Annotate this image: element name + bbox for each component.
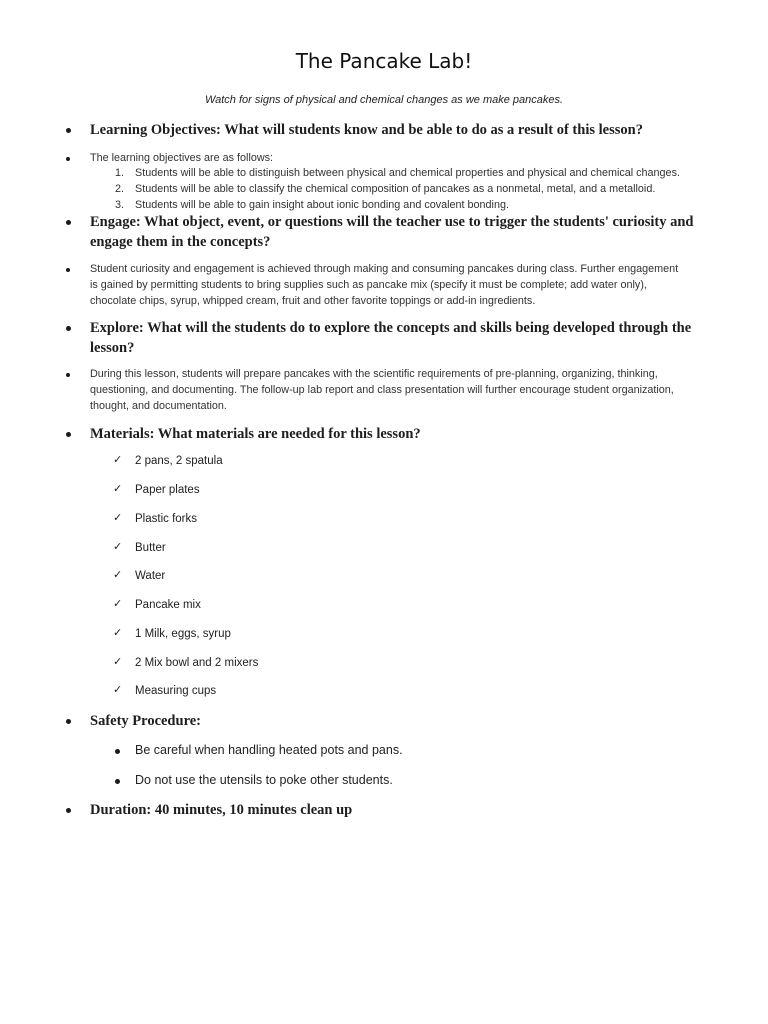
checkmark-icon: ✓ — [113, 453, 123, 466]
bullet-icon — [66, 220, 71, 225]
safety-heading: Safety Procedure: — [90, 713, 202, 729]
explore-heading-line: Explore: What will the students do to explore the concepts and skills being developed through the — [90, 320, 692, 336]
bullet-icon — [66, 432, 71, 437]
explore-heading-line: lesson? — [90, 340, 135, 356]
material-item: Measuring cups — [135, 685, 217, 697]
material-item: Paper plates — [135, 484, 200, 496]
engage-text-line: chocolate chips, syrup, whipped cream, fruit and other favorite toppings or add-in ingredients. — [90, 295, 536, 307]
learning-objectives-heading: Learning Objectives: What will students know and be able to do as a result of this lesson? — [90, 122, 643, 138]
objective-item: Students will be able to distinguish between physical and chemical properties and physical and chemical changes. — [135, 167, 680, 179]
bullet-icon — [115, 779, 120, 784]
checkmark-icon: ✓ — [113, 568, 123, 581]
list-number: 2. — [114, 183, 124, 195]
checkmark-icon: ✓ — [113, 597, 123, 610]
material-item: 1 Milk, eggs, syrup — [135, 628, 231, 640]
list-number: 1. — [114, 167, 124, 179]
material-item: Butter — [135, 542, 166, 554]
engage-text — [90, 261, 730, 309]
material-item: 2 pans, 2 spatula — [135, 455, 223, 467]
bullet-icon — [115, 749, 120, 754]
material-item: Pancake mix — [135, 599, 201, 611]
explore-text-line: thought, and documentation. — [90, 400, 227, 412]
duration-heading: Duration: 40 minutes, 10 minutes clean up — [90, 802, 353, 818]
checkmark-icon: ✓ — [113, 511, 123, 524]
objective-item: Students will be able to gain insight about ionic bonding and covalent bonding. — [135, 199, 509, 211]
bullet-icon — [66, 808, 71, 813]
learning-objectives-intro: The learning objectives are as follows: — [90, 152, 274, 164]
material-item: 2 Mix bowl and 2 mixers — [135, 657, 259, 669]
objective-item: Students will be able to classify the chemical composition of pancakes as a nonmetal, metal, and a metalloid. — [135, 183, 656, 195]
explore-heading — [90, 318, 730, 358]
page-title: The Pancake Lab! — [295, 49, 473, 73]
checkmark-icon: ✓ — [113, 655, 123, 668]
bullet-icon — [66, 128, 71, 133]
bullet-icon — [66, 719, 71, 724]
materials-heading: Materials: What materials are needed for this lesson? — [90, 426, 421, 442]
engage-text-line: is gained by permitting students to bring supplies such as pancake mix (specify it must be complete; add water only), — [90, 279, 647, 291]
checkmark-icon: ✓ — [113, 683, 123, 696]
page-subtitle: Watch for signs of physical and chemical changes as we make pancakes. — [204, 94, 564, 106]
engage-heading-line: engage them in the concepts? — [90, 234, 271, 250]
checkmark-icon: ✓ — [113, 540, 123, 553]
checkmark-icon: ✓ — [113, 626, 123, 639]
material-item: Plastic forks — [135, 513, 197, 525]
explore-text — [90, 366, 730, 414]
safety-item: Be careful when handling heated pots and pans. — [135, 743, 403, 757]
explore-text-line: questioning, and documenting. The follow-up lab report and class presentation will further encourage student organization, — [90, 384, 674, 396]
explore-text-line: During this lesson, students will prepare pancakes with the scientific requirements of pre-planning, organizing, thinking, — [90, 368, 658, 380]
bullet-icon — [66, 373, 70, 377]
checkmark-icon: ✓ — [113, 482, 123, 495]
material-item: Water — [135, 570, 166, 582]
bullet-icon — [66, 326, 71, 331]
bullet-icon — [66, 268, 70, 272]
list-number: 3. — [114, 199, 124, 211]
engage-heading-line: Engage: What object, event, or questions will the teacher use to trigger the students' curiosity and — [90, 214, 694, 230]
safety-item: Do not use the utensils to poke other students. — [135, 773, 393, 787]
engage-heading — [90, 212, 730, 252]
engage-text-line: Student curiosity and engagement is achieved through making and consuming pancakes during class. Further engagement — [90, 263, 679, 275]
bullet-icon — [66, 157, 70, 161]
